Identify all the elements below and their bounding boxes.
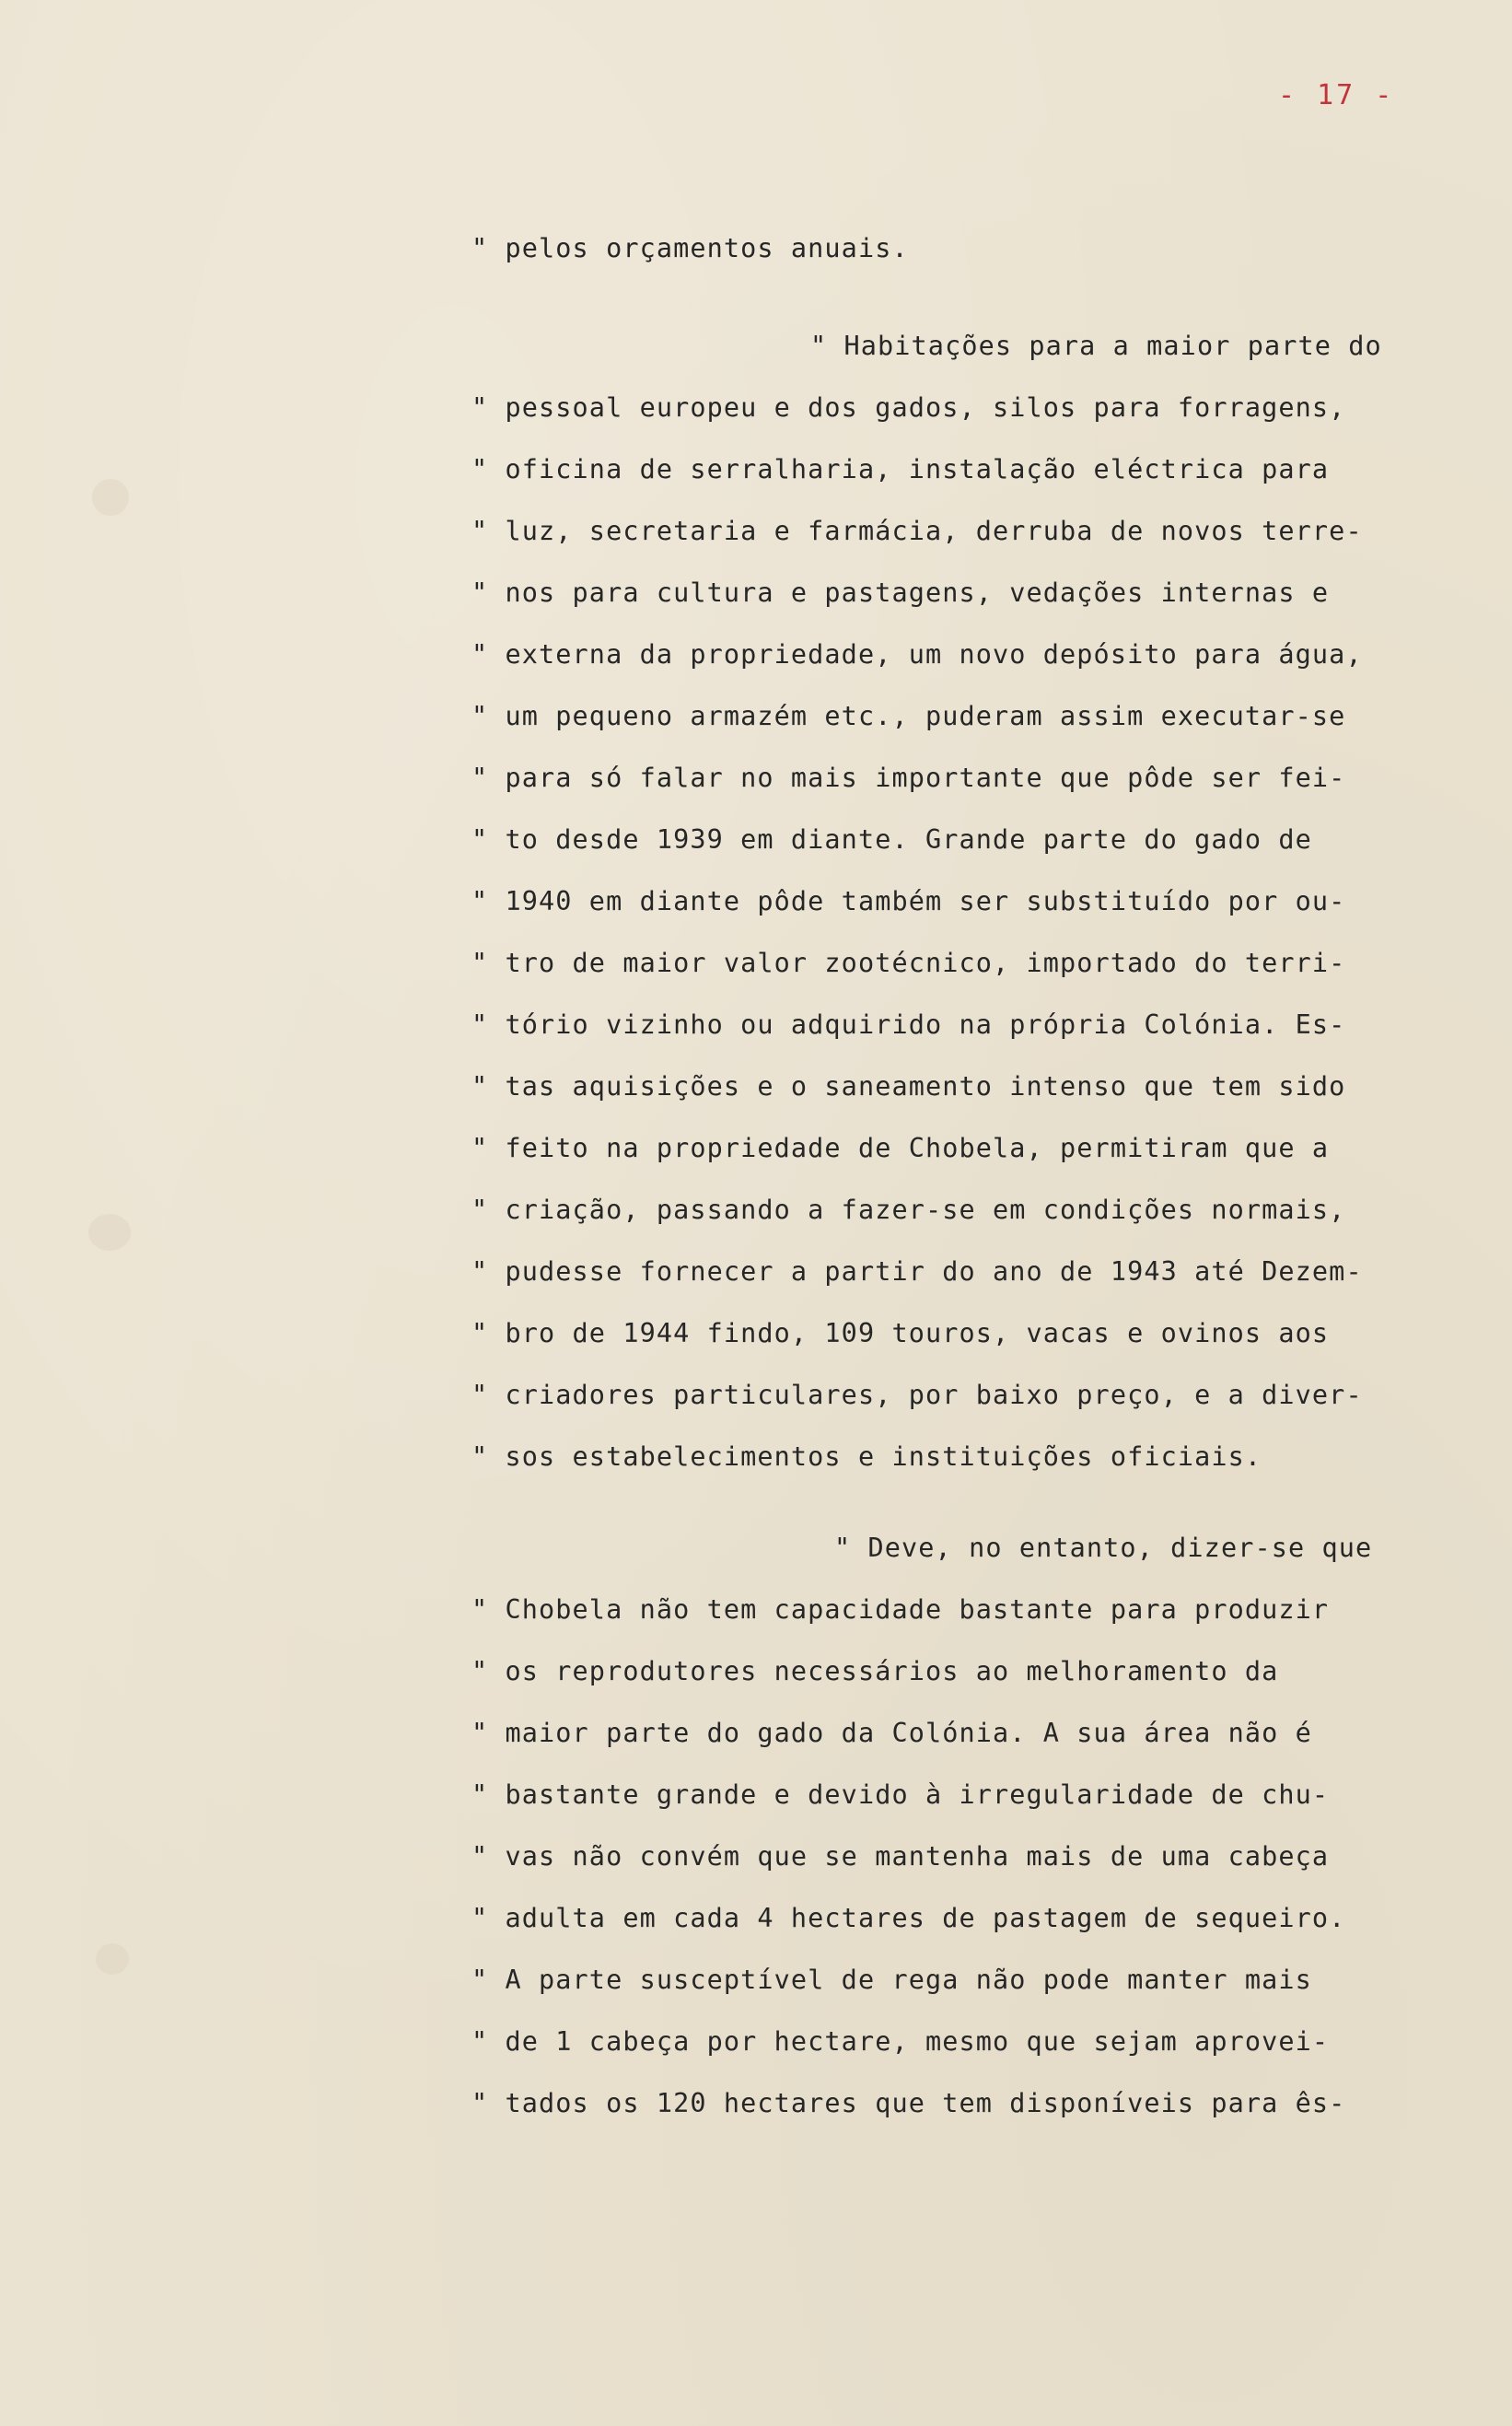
text-line: " tório vizinho ou adquirido na própria Colónia. Es-	[471, 1009, 1346, 1040]
paper-stain	[96, 1943, 129, 1975]
page-number: - 17 -	[1278, 79, 1395, 111]
text-line: " um pequeno armazém etc., puderam assim executar-se	[471, 701, 1346, 731]
text-line: " criadores particulares, por baixo preço, e a diver-	[471, 1380, 1363, 1410]
text-line: " to desde 1939 em diante. Grande parte do gado de	[471, 824, 1312, 855]
text-line: " bastante grande e devido à irregularidade de chu-	[471, 1779, 1330, 1810]
paper-stain	[92, 479, 129, 516]
text-line: " Deve, no entanto, dizer-se que	[834, 1533, 1373, 1563]
text-line: " oficina de serralharia, instalação eléctrica para	[471, 454, 1330, 484]
text-line: " pudesse fornecer a partir do ano de 1943 até Dezem-	[471, 1256, 1363, 1287]
text-line: " tados os 120 hectares que tem disponíveis para ês-	[471, 2088, 1346, 2118]
text-line: " 1940 em diante pôde também ser substituído por ou-	[471, 886, 1346, 916]
text-line: " tro de maior valor zootécnico, importado do terri-	[471, 948, 1346, 978]
text-line: " sos estabelecimentos e instituições oficiais.	[471, 1441, 1262, 1472]
text-line: " tas aquisições e o saneamento intenso que tem sido	[471, 1071, 1346, 1102]
text-line: " Habitações para a maior parte do	[810, 331, 1382, 361]
text-line: " adulta em cada 4 hectares de pastagem de sequeiro.	[471, 1903, 1346, 1933]
paper-stain	[88, 1214, 131, 1251]
text-line: " maior parte do gado da Colónia. A sua área não é	[471, 1718, 1312, 1748]
text-line: " nos para cultura e pastagens, vedações internas e	[471, 577, 1330, 608]
text-line: " externa da propriedade, um novo depósito para água,	[471, 639, 1363, 670]
text-line: " feito na propriedade de Chobela, permitiram que a	[471, 1133, 1330, 1163]
text-line: " para só falar no mais importante que pôde ser fei-	[471, 763, 1346, 793]
text-line: " pessoal europeu e dos gados, silos para forragens,	[471, 392, 1346, 423]
text-line: " Chobela não tem capacidade bastante para produzir	[471, 1594, 1330, 1625]
text-line: " luz, secretaria e farmácia, derruba de novos terre-	[471, 516, 1363, 546]
text-line: " pelos orçamentos anuais.	[471, 233, 909, 263]
text-line: " os reprodutores necessários ao melhoramento da	[471, 1656, 1279, 1686]
text-line: " de 1 cabeça por hectare, mesmo que sejam aprovei-	[471, 2026, 1330, 2057]
text-line: " bro de 1944 findo, 109 touros, vacas e ovinos aos	[471, 1318, 1330, 1348]
text-line: " A parte susceptível de rega não pode manter mais	[471, 1965, 1312, 1995]
text-line: " criação, passando a fazer-se em condições normais,	[471, 1195, 1346, 1225]
text-line: " vas não convém que se mantenha mais de uma cabeça	[471, 1841, 1330, 1872]
